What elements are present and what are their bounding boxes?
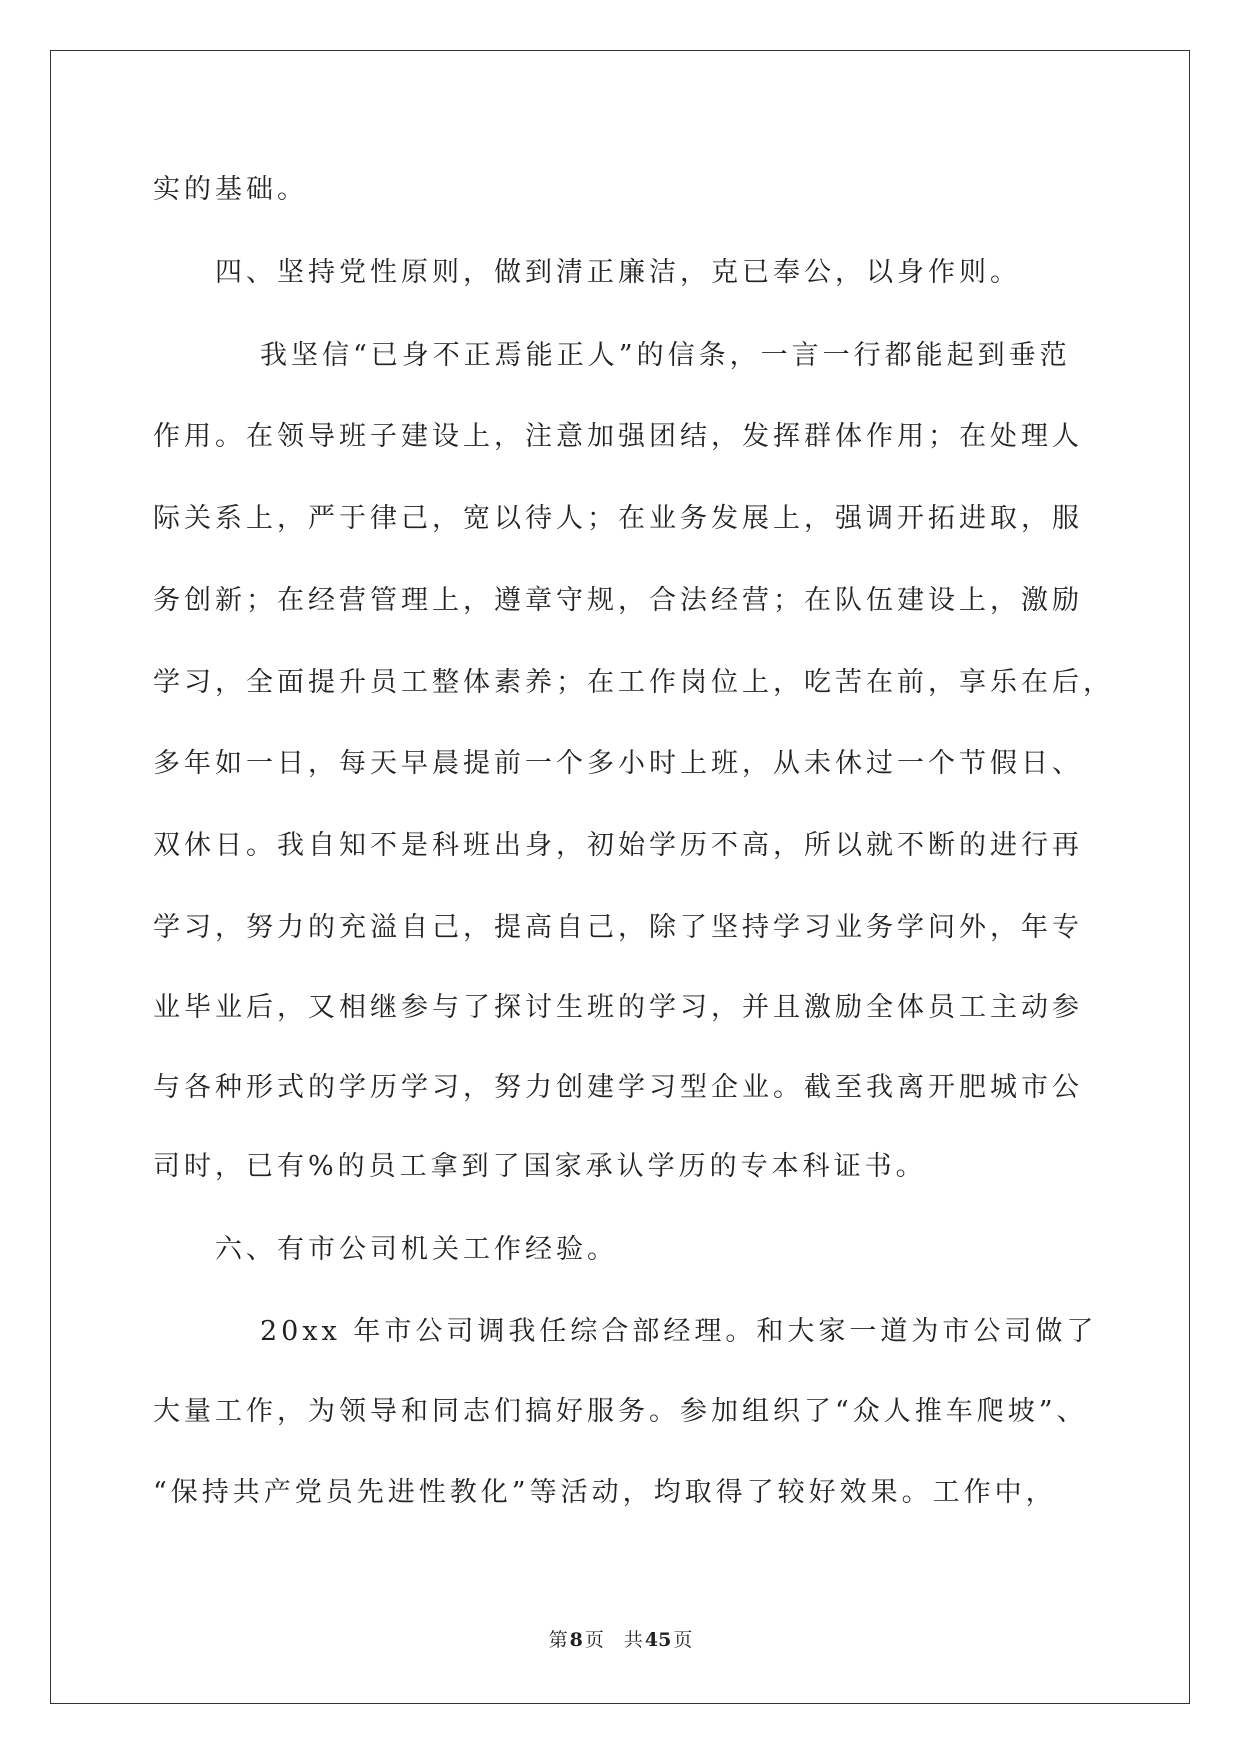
total-pages-number: 45 xyxy=(644,1629,672,1651)
text-line: 与各种形式的学历学习，努力创建学习型企业。截至我离开肥城市公 xyxy=(153,1072,1083,1103)
section-heading: 六、有市公司机关工作经验。 xyxy=(215,1234,618,1265)
text-line: 业毕业后，又相继参与了探讨生班的学习，并且激励全体员工主动参 xyxy=(153,992,1083,1023)
paragraph-first-line: 我坚信“已身不正焉能正人”的信条，一言一行都能起到垂范 xyxy=(260,340,1071,371)
text-line: 大量工作，为领导和同志们搞好服务。参加组织了“众人推车爬坡”、 xyxy=(153,1396,1088,1427)
text-line: 双休日。我自知不是科班出身，初始学历不高，所以就不断的进行再 xyxy=(153,830,1083,861)
current-page-suffix: 页 xyxy=(584,1629,604,1651)
total-pages-suffix: 页 xyxy=(673,1629,693,1651)
page-border xyxy=(50,50,1190,1704)
text-line: 务创新；在经营管理上，遵章守规，合法经营；在队伍建设上，激励 xyxy=(153,585,1083,616)
total-pages-prefix: 共 xyxy=(623,1629,643,1651)
page-footer xyxy=(0,1628,1241,1652)
text-line: 多年如一日，每天早晨提前一个多小时上班，从未休过一个节假日、 xyxy=(153,748,1083,779)
text-line: 学习，全面提升员工整体素养；在工作岗位上，吃苦在前，享乐在后， xyxy=(153,667,1114,698)
section-heading: 四、坚持党性原则，做到清正廉洁，克已奉公，以身作则。 xyxy=(215,257,1021,288)
text-line: 司时，已有%的员工拿到了国家承认学历的专本科证书。 xyxy=(153,1151,927,1182)
paragraph-first-line: 20xx 年市公司调我任综合部经理。和大家一道为市公司做了 xyxy=(260,1316,1098,1347)
text-line: “保持共产党员先进性教化”等活动，均取得了较好效果。工作中， xyxy=(153,1477,1057,1508)
current-page-number: 8 xyxy=(569,1629,583,1651)
text-line: 作用。在领导班子建设上，注意加强团结，发挥群体作用；在处理人 xyxy=(153,421,1083,452)
current-page-prefix: 第 xyxy=(548,1629,568,1651)
text-line: 实的基础。 xyxy=(153,174,308,205)
text-line: 际关系上，严于律己，宽以待人；在业务发展上，强调开拓进取，服 xyxy=(153,503,1083,534)
text-line: 学习，努力的充溢自己，提高自己，除了坚持学习业务学问外，年专 xyxy=(153,912,1083,943)
